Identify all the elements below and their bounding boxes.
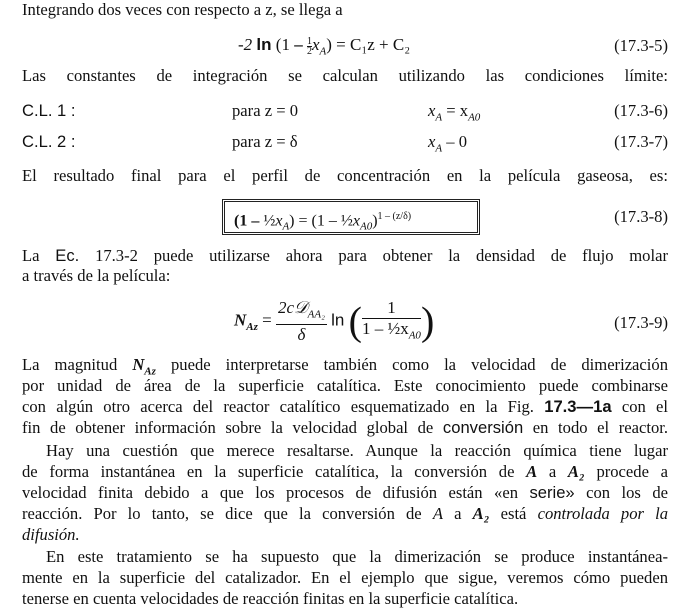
cl2-label: (17.3-7)	[614, 132, 668, 151]
paragraph-dimerization-l2: por unidad de área de la superficie catalítica. Este conocimiento puede combinarse	[22, 376, 668, 395]
paragraph-flux-line2: a través de la película:	[22, 266, 171, 285]
paragraph-question-l3: velocidad finita debido a que los procesos de difusión están «en serie» con los de	[22, 483, 668, 502]
cl2-name: C.L. 2 :	[22, 132, 76, 151]
eq5-half: $\frac{1}{2}$	[306, 35, 312, 57]
paragraph-constants: Las constantes de integración se calculan utilizando las condiciones límite:	[22, 66, 668, 85]
paragraph-dimerization-l3: con algún otro acerca del reactor catalítico esquematizado en la Fig. 17.3—1a con el	[22, 397, 669, 416]
paragraph-question-l5: difusión.	[22, 525, 80, 544]
paragraph-treatment-l2: mente en la superficie del catalizador. En el ejemplo que sigue, veremos cómo pueden	[22, 568, 668, 587]
eq5-sub: A	[319, 45, 327, 58]
eq5-prefix: -2	[238, 35, 253, 54]
eq5-label: (17.3-5)	[614, 36, 668, 55]
paragraph-treatment-l1: En este tratamiento se ha supuesto que la dimerización se produce instantánea-	[46, 547, 668, 566]
cl1-value: $x_A = x_{A0}$	[428, 101, 481, 124]
paragraph-intro: Integrando dos veces con respecto a z, se llega a	[22, 0, 343, 19]
equation-17-3-8: $(1 - \frac{1}{2}x_A) = (1$ – $\frac{1}{2}x_{A0})^{1 - (z/\delta)}$	[234, 211, 412, 233]
paragraph-question-l4: reacción. Por lo tanto, se dice que la conversión de A a A₂ está controlada por la	[22, 504, 669, 523]
cl2-value: $x_A - 0$	[428, 132, 467, 155]
eq5-minus: –	[294, 35, 303, 54]
eq5-open: (1	[275, 35, 290, 54]
cl1-name: C.L. 1 :	[22, 101, 76, 120]
paragraph-dimerization-l4: fin de obtener información sobre la velocidad global de conversión en todo el reactor.	[22, 418, 669, 437]
paragraph-question-l1: Hay una cuestión que merece resaltarse. Aunque la reacción química tiene lugar	[46, 441, 668, 460]
equation-17-3-9: $N_{Az}$ = $\frac{2c𝒟_{AA_2}}{\delta}$ ln ( $\frac{1}{1 - \frac{1}{2}x_{A0}}$ )	[234, 298, 435, 345]
paragraph-dimerization-l1: La magnitud $N_{Az}$ puede interpretarse también como la velocidad de dimerización	[22, 355, 668, 378]
eq9-label: (17.3-9)	[614, 313, 668, 332]
paragraph-flux-line1: La Ec. 17.3-2 puede utilizarse ahora para obtener la densidad de flujo molar	[22, 246, 668, 265]
cl1	[22, 101, 76, 121]
eq9-fraction: $\frac{2c𝒟_{AA_2}}{\delta}$	[278, 298, 325, 345]
eq9-inner-fraction: $\frac{1}{1 - \frac{1}{2}x_{A0}}$	[361, 298, 421, 342]
cl1-label: (17.3-6)	[614, 101, 668, 120]
paragraph-question-l2: de forma instantánea en la superficie catalítica, la conversión de A a A₂ procede a	[22, 462, 668, 481]
eq5-var: x	[311, 35, 320, 54]
cl1-condition: para z = 0	[232, 101, 299, 120]
eq5-ln: ln	[256, 35, 272, 54]
paragraph-treatment-l3: tenerse en cuenta velocidades de reacción finitas en la superficie catalítica.	[22, 589, 519, 608]
cl2	[22, 132, 76, 152]
cl2-condition: para z = δ	[232, 132, 298, 151]
paragraph-result: El resultado final para el perfil de concentración en la película gaseosa, es:	[22, 166, 668, 185]
equation-17-3-5	[238, 34, 410, 62]
eq5-rhs: ) = C₁z + C₂	[326, 35, 411, 54]
eq8-label: (17.3-8)	[614, 207, 668, 226]
